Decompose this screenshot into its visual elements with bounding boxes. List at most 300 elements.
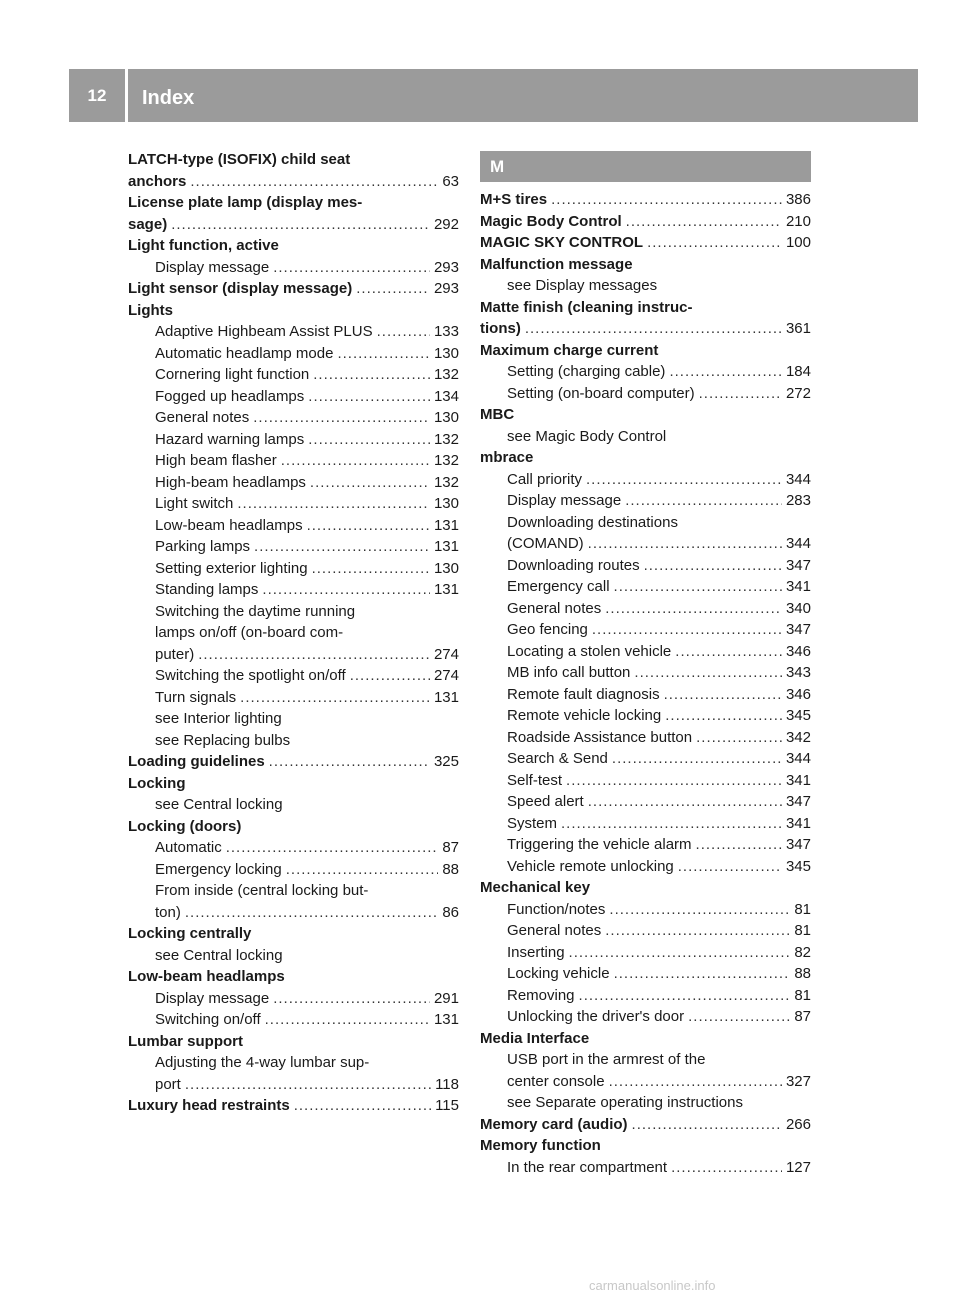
entry-label: Light switch <box>155 495 234 512</box>
index-subentry <box>480 942 811 964</box>
page-reference: 131 <box>433 581 459 598</box>
index-subentry <box>128 601 459 623</box>
index-subentry <box>480 899 811 921</box>
dot-leader <box>579 985 791 1007</box>
dot-leader <box>614 963 791 985</box>
entry-label: Geo fencing <box>507 621 588 638</box>
index-subentry <box>480 705 811 727</box>
page-reference: 130 <box>433 559 459 577</box>
index-subentry <box>128 1052 459 1074</box>
index-subentry <box>480 834 811 856</box>
entry-label: General notes <box>507 599 602 617</box>
entry-label: Call priority <box>507 470 583 488</box>
index-subentry <box>480 684 811 706</box>
entry-label: Inserting <box>507 943 565 961</box>
entry-label: Emergency call <box>507 578 610 595</box>
page-reference: 81 <box>794 986 811 1004</box>
dot-leader <box>262 579 430 601</box>
entry-label: Automatic headlamp mode <box>155 344 334 362</box>
dot-leader <box>586 469 782 491</box>
page-reference: 132 <box>433 366 459 383</box>
dot-leader <box>647 232 782 254</box>
dot-leader <box>609 899 790 921</box>
index-subentry <box>480 813 811 835</box>
page-reference: 327 <box>785 1072 811 1090</box>
index-subentry <box>128 536 459 558</box>
dot-leader <box>551 189 782 211</box>
index-entry <box>128 149 459 171</box>
page-reference: 266 <box>785 1115 811 1133</box>
dot-leader <box>675 641 782 663</box>
entry-label: tions) <box>480 320 521 337</box>
index-subentry <box>480 1006 811 1028</box>
entry-label: Hazard warning lamps <box>155 430 305 448</box>
page-reference: 347 <box>785 836 811 853</box>
index-subentry <box>480 576 811 598</box>
index-entry <box>128 278 459 300</box>
index-entry <box>480 877 811 899</box>
dot-leader <box>699 383 782 405</box>
index-subentry <box>480 1092 811 1114</box>
entry-label: see Central locking <box>155 946 283 964</box>
entry-label: Roadside Assistance button <box>507 728 693 746</box>
entry-label: Display message <box>155 989 270 1007</box>
entry-label: General notes <box>507 922 602 939</box>
index-entry <box>480 1114 811 1136</box>
entry-label: Switching the daytime running <box>155 602 356 620</box>
page-reference: 274 <box>433 667 459 684</box>
index-subentry <box>128 579 459 601</box>
entry-label: Display message <box>507 492 622 509</box>
index-subentry <box>480 856 811 878</box>
dot-leader <box>612 748 782 770</box>
entry-label: sage) <box>128 215 168 233</box>
dot-leader <box>308 386 430 408</box>
entry-label: Locking vehicle <box>507 965 610 982</box>
entry-label: Parking lamps <box>155 538 251 555</box>
entry-label: Mechanical key <box>480 879 591 896</box>
index-subentry <box>128 364 459 386</box>
index-subentry <box>480 426 811 448</box>
index-subentry <box>128 429 459 451</box>
dot-leader <box>678 856 782 878</box>
page-reference: 272 <box>785 384 811 402</box>
page-reference: 115 <box>435 1097 459 1114</box>
entry-label: Memory function <box>480 1137 601 1154</box>
entry-label: see Central locking <box>155 796 283 813</box>
index-entry <box>128 1095 459 1117</box>
page-reference: 361 <box>785 320 811 337</box>
entry-label: mbrace <box>480 449 534 466</box>
entry-label: Media Interface <box>480 1029 590 1047</box>
page-reference: 344 <box>785 750 811 767</box>
page-reference: 341 <box>785 814 811 832</box>
page-number: 12 <box>87 86 107 105</box>
page-reference: 81 <box>794 900 811 918</box>
page-reference: 274 <box>433 645 459 663</box>
dot-leader <box>688 1006 790 1028</box>
entry-label: Function/notes <box>507 900 606 918</box>
dot-leader <box>310 472 430 494</box>
dot-leader <box>185 902 438 924</box>
index-subentry <box>128 794 459 816</box>
page-reference: 118 <box>435 1075 459 1093</box>
index-entry <box>480 1135 811 1157</box>
entry-label: Low-beam headlamps <box>128 968 285 985</box>
entry-label: Magic Body Control <box>480 212 622 230</box>
page-reference: 131 <box>433 538 459 555</box>
entry-label: Locating a stolen vehicle <box>507 642 672 660</box>
page-reference: 86 <box>442 903 459 921</box>
index-subentry <box>128 988 459 1010</box>
index-entry <box>480 189 811 211</box>
index-subentry <box>128 1009 459 1031</box>
entry-label: System <box>507 814 558 832</box>
page-reference: 130 <box>433 344 459 362</box>
dot-leader <box>592 619 782 641</box>
entry-label: Malfunction message <box>480 255 633 273</box>
entry-label: Setting exterior lighting <box>155 559 308 577</box>
dot-leader <box>569 942 791 964</box>
entry-label: Display message <box>155 258 270 276</box>
index-entry <box>480 211 811 233</box>
page-reference: 82 <box>794 943 811 961</box>
entry-label: Turn signals <box>155 688 237 706</box>
page-reference: 345 <box>785 857 811 875</box>
index-subentry <box>128 730 459 752</box>
index-subentry <box>128 386 459 408</box>
section-title: Index <box>142 87 195 109</box>
index-subentry <box>480 469 811 491</box>
page-reference: 346 <box>785 685 811 703</box>
index-entry <box>480 318 811 340</box>
entry-label: Locking <box>128 774 186 792</box>
index-entry <box>128 171 459 193</box>
page-reference: 291 <box>433 989 459 1007</box>
entry-label: Fogged up headlamps <box>155 387 305 405</box>
entry-label: Standing lamps <box>155 581 259 598</box>
dot-leader <box>561 813 782 835</box>
page-reference: 134 <box>433 387 459 405</box>
index-column-left <box>128 149 459 1117</box>
dot-leader <box>198 644 430 666</box>
page-reference: 292 <box>433 215 459 233</box>
entry-label: center console <box>507 1072 605 1090</box>
index-subentry <box>128 558 459 580</box>
page-reference: 131 <box>433 688 459 706</box>
page-header <box>69 69 918 122</box>
entry-label: Low-beam headlamps <box>155 516 303 534</box>
index-subentry <box>128 257 459 279</box>
entry-label: Lights <box>128 301 173 319</box>
page-reference: 130 <box>433 495 459 512</box>
entry-label: Memory card (audio) <box>480 1115 628 1133</box>
index-entry <box>128 235 459 257</box>
entry-label: (COMAND) <box>507 535 584 552</box>
entry-label: Unlocking the driver's door <box>507 1008 685 1025</box>
index-subentry <box>128 493 459 515</box>
index-subentry <box>480 275 811 297</box>
index-entry <box>128 192 459 214</box>
index-entry <box>480 404 811 426</box>
index-subentry <box>128 945 459 967</box>
entry-label: In the rear compartment <box>507 1158 668 1176</box>
entry-label: High-beam headlamps <box>155 473 306 491</box>
page-reference: 342 <box>785 728 811 746</box>
page-reference: 293 <box>433 258 459 276</box>
dot-leader <box>226 837 439 859</box>
entry-label: see Interior lighting <box>155 710 282 727</box>
entry-label: Adjusting the 4-way lumbar sup- <box>155 1054 370 1071</box>
page-reference: 88 <box>794 965 811 982</box>
index-column-right <box>480 149 811 1178</box>
page-reference: 133 <box>433 323 459 340</box>
entry-label: Luxury head restraints <box>128 1097 290 1114</box>
entry-label: MAGIC SKY CONTROL <box>480 234 644 251</box>
dot-leader <box>614 576 782 598</box>
page-reference: 100 <box>785 234 811 251</box>
index-subentry <box>128 1074 459 1096</box>
dot-leader <box>337 343 430 365</box>
index-subentry <box>128 644 459 666</box>
index-subentry <box>480 727 811 749</box>
entry-label: Matte finish (cleaning instruc- <box>480 298 693 316</box>
entry-label: Setting (charging cable) <box>507 363 666 380</box>
page-reference: 341 <box>785 578 811 595</box>
dot-leader <box>269 751 430 773</box>
page-reference: 325 <box>433 753 459 770</box>
dot-leader <box>273 257 430 279</box>
page-reference: 340 <box>785 599 811 617</box>
dot-leader <box>525 318 782 340</box>
dot-leader <box>253 407 430 429</box>
index-subentry <box>480 361 811 383</box>
dot-leader <box>312 558 430 580</box>
entry-label: Switching the spotlight on/off <box>155 667 346 684</box>
page-reference: 87 <box>794 1008 811 1025</box>
dot-leader <box>644 555 782 577</box>
entry-label: Locking centrally <box>128 925 252 942</box>
entry-label: Removing <box>507 986 575 1004</box>
dot-leader <box>307 515 430 537</box>
index-subentry <box>480 770 811 792</box>
index-entry <box>480 340 811 362</box>
index-subentry <box>128 837 459 859</box>
page-reference: 347 <box>785 793 811 810</box>
entry-label: see Replacing bulbs <box>155 731 291 749</box>
dot-leader <box>273 988 430 1010</box>
entry-label: LATCH-type (ISOFIX) child seat <box>128 151 351 168</box>
page-reference: 344 <box>785 470 811 488</box>
entry-label: Triggering the vehicle alarm <box>507 836 692 853</box>
index-subentry <box>128 708 459 730</box>
page-reference: 210 <box>785 212 811 230</box>
dot-leader <box>190 171 438 193</box>
index-entry <box>128 966 459 988</box>
dot-leader <box>588 533 782 555</box>
entry-label: Emergency locking <box>155 860 282 878</box>
entry-label: Loading guidelines <box>128 753 265 770</box>
index-entry <box>480 232 811 254</box>
header-divider <box>125 69 128 122</box>
index-subentry <box>128 880 459 902</box>
page-reference: 283 <box>785 492 811 509</box>
index-subentry <box>480 512 811 534</box>
entry-label: License plate lamp (display mes- <box>128 194 363 211</box>
entry-label: port <box>155 1075 181 1093</box>
index-entry <box>480 254 811 276</box>
index-subentry <box>480 985 811 1007</box>
index-entry <box>128 214 459 236</box>
dot-leader <box>240 687 430 709</box>
index-subentry <box>480 748 811 770</box>
entry-label: Light sensor (display message) <box>128 280 353 297</box>
page-reference: 132 <box>433 452 459 469</box>
index-subentry <box>128 515 459 537</box>
dot-leader <box>605 920 790 942</box>
index-entry <box>480 297 811 319</box>
dot-leader <box>665 705 782 727</box>
dot-leader <box>671 1157 782 1179</box>
index-entry <box>480 447 811 469</box>
entry-label: High beam flasher <box>155 452 277 469</box>
page-reference: 132 <box>433 473 459 491</box>
page-reference: 347 <box>785 621 811 638</box>
dot-leader <box>185 1074 431 1096</box>
page-reference: 131 <box>433 516 459 534</box>
dot-leader <box>294 1095 431 1117</box>
entry-label: Maximum charge current <box>480 341 659 359</box>
index-subentry <box>128 407 459 429</box>
index-entry <box>128 816 459 838</box>
index-subentry <box>480 662 811 684</box>
page-reference: 345 <box>785 707 811 724</box>
page-reference: 184 <box>785 363 811 380</box>
watermark: carmanualsonline.info <box>589 1278 716 1293</box>
dot-leader <box>313 364 430 386</box>
entry-label: lamps on/off (on-board com- <box>155 624 344 641</box>
entry-label: Downloading routes <box>507 556 640 574</box>
dot-leader <box>265 1009 430 1031</box>
index-entry <box>128 300 459 322</box>
entry-label: Remote vehicle locking <box>507 707 662 724</box>
index-subentry <box>128 472 459 494</box>
entry-label: Downloading destinations <box>507 513 678 531</box>
entry-label: ton) <box>155 903 181 921</box>
index-subentry <box>128 902 459 924</box>
entry-label: From inside (central locking but- <box>155 882 369 899</box>
page-reference: 81 <box>794 922 811 939</box>
entry-label: Search & Send <box>507 750 608 767</box>
entry-label: MB info call button <box>507 664 631 681</box>
entry-label: Speed alert <box>507 793 584 810</box>
index-subentry <box>128 343 459 365</box>
page-reference: 346 <box>785 642 811 660</box>
dot-leader <box>171 214 430 236</box>
page-reference: 127 <box>785 1158 811 1176</box>
index-subentry <box>128 622 459 644</box>
dot-leader <box>632 1114 782 1136</box>
dot-leader <box>664 684 782 706</box>
index-subentry <box>480 1157 811 1179</box>
index-subentry <box>480 383 811 405</box>
dot-leader <box>237 493 430 515</box>
dot-leader <box>669 361 782 383</box>
dot-leader <box>696 727 782 749</box>
page-reference: 341 <box>785 771 811 789</box>
index-subentry <box>128 665 459 687</box>
index-subentry <box>480 533 811 555</box>
entry-label: see Magic Body Control <box>507 427 667 445</box>
page-reference: 130 <box>433 409 459 426</box>
index-subentry <box>128 450 459 472</box>
entry-label: Locking (doors) <box>128 817 242 835</box>
dot-leader <box>356 278 430 300</box>
page-reference: 386 <box>785 191 811 208</box>
dot-leader <box>308 429 430 451</box>
index-subentry <box>480 1071 811 1093</box>
entry-label: Adaptive Highbeam Assist PLUS <box>155 323 373 340</box>
index-entry <box>128 923 459 945</box>
entry-label: USB port in the armrest of the <box>507 1051 706 1068</box>
dot-leader <box>625 490 782 512</box>
index-entry <box>128 751 459 773</box>
page-reference: 88 <box>442 860 459 878</box>
dot-leader <box>566 770 782 792</box>
dot-leader <box>588 791 782 813</box>
page-reference: 131 <box>433 1011 459 1028</box>
page-reference: 63 <box>442 172 459 190</box>
dot-leader <box>605 598 782 620</box>
index-subentry <box>128 687 459 709</box>
entry-label: Switching on/off <box>155 1011 261 1028</box>
index-subentry <box>480 791 811 813</box>
section-letter-heading: M <box>480 151 811 182</box>
entry-label: puter) <box>155 645 195 663</box>
entry-label: General notes <box>155 409 250 426</box>
dot-leader <box>634 662 782 684</box>
dot-leader <box>626 211 782 233</box>
dot-leader <box>281 450 430 472</box>
index-subentry <box>480 1049 811 1071</box>
dot-leader <box>350 665 430 687</box>
index-entries <box>480 189 811 1178</box>
index-subentry <box>480 920 811 942</box>
index-subentry <box>128 859 459 881</box>
entry-label: Light function, active <box>128 237 279 254</box>
page-reference: 87 <box>442 839 459 856</box>
page-reference: 347 <box>785 556 811 574</box>
page-reference: 132 <box>433 430 459 448</box>
index-subentry <box>480 641 811 663</box>
index-subentry <box>480 555 811 577</box>
entry-label: Setting (on-board computer) <box>507 384 695 402</box>
dot-leader <box>377 321 430 343</box>
entry-label: Self-test <box>507 771 563 789</box>
index-subentry <box>480 619 811 641</box>
entry-label: Lumbar support <box>128 1032 243 1050</box>
entry-label: Cornering light function <box>155 366 310 383</box>
index-entry <box>480 1028 811 1050</box>
index-subentry <box>480 490 811 512</box>
entry-label: see Separate operating instructions <box>507 1094 743 1111</box>
entry-label: M+S tires <box>480 191 548 208</box>
index-subentry <box>128 321 459 343</box>
page-reference: 343 <box>785 664 811 681</box>
entry-label: see Display messages <box>507 277 658 294</box>
page-reference: 344 <box>785 535 811 552</box>
entry-label: Automatic <box>155 839 222 856</box>
